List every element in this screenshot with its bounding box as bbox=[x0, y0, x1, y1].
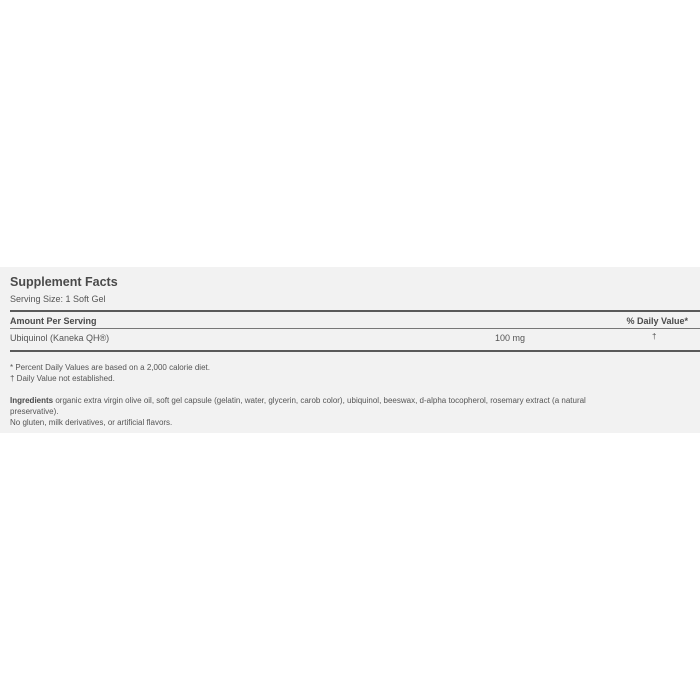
divider-bottom bbox=[10, 350, 700, 352]
footnote-daily-values: * Percent Daily Values are based on a 2,000 calorie diet. bbox=[10, 363, 210, 372]
allergen-statement: No gluten, milk derivatives, or artificial flavors. bbox=[10, 418, 173, 427]
nutrient-amount: 100 mg bbox=[495, 333, 526, 343]
nutrient-name: Ubiquinol (Kaneka QH®) bbox=[10, 333, 110, 343]
supplement-facts-panel bbox=[0, 267, 700, 433]
panel-title: Supplement Facts bbox=[10, 275, 118, 289]
daily-value-header: % Daily Value* bbox=[626, 316, 688, 326]
ingredients-block bbox=[10, 395, 630, 428]
amount-per-serving-header: Amount Per Serving bbox=[10, 316, 97, 326]
serving-size: Serving Size: 1 Soft Gel bbox=[10, 294, 106, 304]
divider-header bbox=[10, 328, 700, 329]
ingredients-text: organic extra virgin olive oil, soft gel capsule (gelatin, water, glycerin, carob color), ubiquinol, beeswax, d-alpha tocopherol, rosemary extract (a natural preservative). bbox=[10, 396, 586, 416]
ingredients-label: Ingredients bbox=[10, 396, 54, 405]
nutrient-daily-value: † bbox=[652, 332, 657, 341]
footnote-not-established: † Daily Value not established. bbox=[10, 374, 115, 383]
divider-top bbox=[10, 310, 700, 312]
